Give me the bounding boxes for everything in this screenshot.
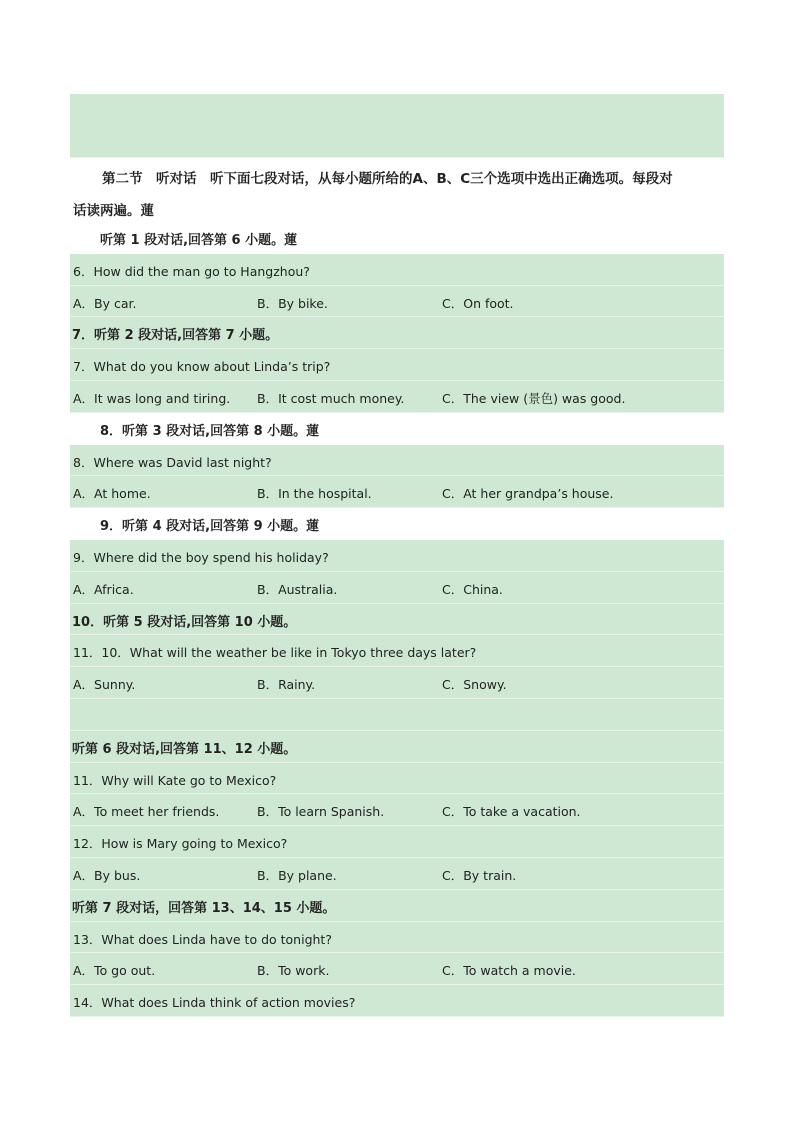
options-row [70, 794, 724, 826]
option-a: A．Sunny. [73, 677, 136, 693]
options-row [70, 667, 724, 699]
question-row [70, 349, 724, 381]
option-b: B．Rainy. [257, 677, 316, 693]
question-text: 8．Where was David last night? [73, 454, 272, 470]
section-instructions-line1: 第二节 听对话 听下面七段对话，从每小题所给的A、B、C三个选项中选出正确选项。每段对 [102, 171, 673, 187]
dialogue-heading-5 [70, 604, 724, 636]
option-a: A．By car. [73, 295, 137, 311]
blank-green-block [70, 94, 724, 158]
dialogue-heading-3 [70, 413, 724, 445]
exam-page [70, 94, 724, 1017]
dialogue-heading-text: 9．听第 4 段对话,回答第 9 小题。蓮 [100, 519, 320, 535]
question-text: 11．10．What will the weather be like in Tokyo three days later? [73, 645, 477, 661]
option-b: B．It cost much money. [257, 390, 405, 406]
options-row [70, 572, 724, 604]
options-row [70, 858, 724, 890]
option-b: B．In the hospital. [257, 486, 372, 502]
option-a: A．To meet her friends. [73, 804, 220, 820]
option-b: B．Australia. [257, 581, 338, 597]
dialogue-heading-1 [70, 222, 724, 254]
option-c: C．The view (景色) was good. [442, 390, 626, 406]
option-c: C．Snowy. [442, 677, 507, 693]
question-text: 7．What do you know about Linda’s trip? [73, 359, 331, 375]
dialogue-heading-text: 听第 1 段对话,回答第 6 小题。蓮 [100, 233, 298, 248]
option-c: C．To watch a movie. [442, 963, 576, 979]
question-row [70, 540, 724, 572]
dialogue-heading-4 [70, 508, 724, 540]
question-row [70, 445, 724, 477]
question-text: 12．How is Mary going to Mexico? [73, 836, 288, 852]
option-a: A．At home. [73, 486, 151, 502]
dialogue-heading-2 [70, 317, 724, 349]
option-a: A．To go out. [73, 963, 156, 979]
question-text: 11．Why will Kate go to Mexico? [73, 772, 277, 788]
options-row [70, 476, 724, 508]
blank-green-row [70, 699, 724, 731]
option-c: C．On foot. [442, 295, 514, 311]
section-instructions [70, 158, 724, 222]
dialogue-heading-text: 听第 7 段对话，回答第 13、14、15 小题。 [72, 900, 336, 916]
option-c: C．By train. [442, 867, 517, 883]
question-text: 14．What does Linda think of action movies? [73, 995, 356, 1011]
question-text: 9．Where did the boy spend his holiday? [73, 549, 329, 565]
dialogue-heading-text: 8．听第 3 段对话,回答第 8 小题。蓮 [100, 423, 320, 439]
option-b: B．To work. [257, 963, 330, 979]
option-c: C．At her grandpa’s house. [442, 486, 614, 502]
option-a: A．Africa. [73, 581, 134, 597]
question-row [70, 985, 724, 1017]
option-b: B．To learn Spanish. [257, 804, 385, 820]
option-c: C．China. [442, 581, 503, 597]
dialogue-heading-6 [70, 731, 724, 763]
options-row [70, 953, 724, 985]
question-row [70, 826, 724, 858]
dialogue-heading-7 [70, 890, 724, 922]
question-row [70, 763, 724, 795]
options-row [70, 286, 724, 318]
options-row [70, 381, 724, 413]
option-a: A．It was long and tiring. [73, 390, 231, 406]
option-b: B．By bike. [257, 295, 328, 311]
dialogue-heading-text: 10．听第 5 段对话,回答第 10 小题。 [72, 614, 297, 630]
section-instructions-line2: 话读两遍。蓮 [73, 203, 154, 219]
question-row [70, 254, 724, 286]
dialogue-heading-text: 听第 6 段对话,回答第 11、12 小题。 [72, 741, 297, 757]
question-row [70, 922, 724, 954]
option-c: C．To take a vacation. [442, 804, 581, 820]
option-a: A．By bus. [73, 867, 141, 883]
question-text: 13．What does Linda have to do tonight? [73, 931, 332, 947]
question-row [70, 635, 724, 667]
question-text: 6．How did the man go to Hangzhou? [73, 263, 310, 279]
option-b: B．By plane. [257, 867, 337, 883]
dialogue-heading-text: 7．听第 2 段对话,回答第 7 小题。 [72, 328, 279, 344]
